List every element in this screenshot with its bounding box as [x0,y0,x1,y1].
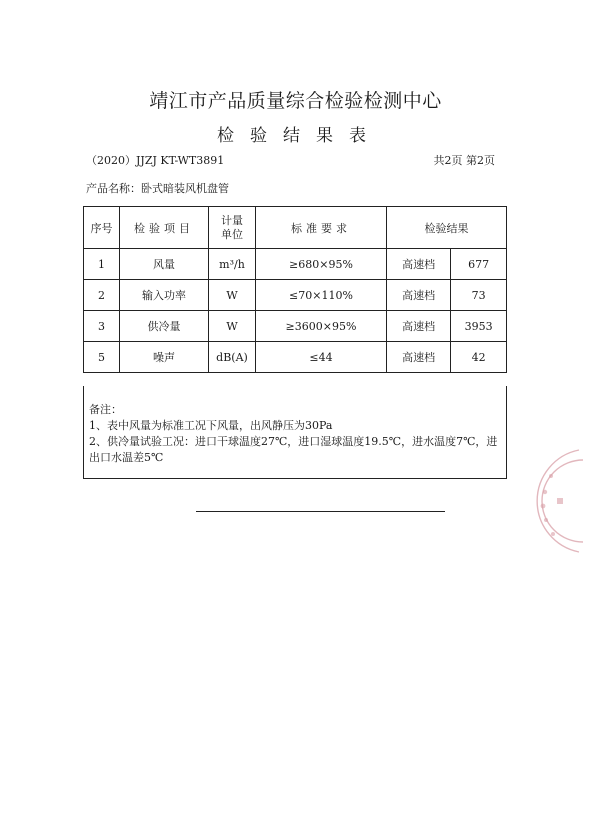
cell-seq: 1 [84,249,120,280]
document-title: 检验结果表 [217,126,382,146]
cell-seq: 2 [84,280,120,311]
cell-item: 噪声 [120,342,209,373]
end-rule [196,511,445,512]
cell-condition: 高速档 [387,311,451,342]
seal-stamp [531,446,587,560]
results-table [83,206,507,373]
cell-seq: 3 [84,311,120,342]
notes-box [83,386,507,479]
note-line-1: 1、表中风量为标准工况下风量，出风静压为30Pa [89,419,333,432]
cell-condition: 高速档 [387,280,451,311]
header-standard: 标准要求 [256,207,387,249]
cell-condition: 高速档 [387,249,451,280]
header-result: 检验结果 [387,207,507,249]
seal-stamp-icon [531,446,587,556]
cell-unit: dB(A) [209,342,256,373]
table-row [84,342,507,373]
cell-item: 输入功率 [120,280,209,311]
org-name: 靖江市产品质量综合检验检测中心 [149,90,442,112]
cell-value: 42 [451,342,507,373]
cell-item: 风量 [120,249,209,280]
cell-seq: 5 [84,342,120,373]
cell-value: 677 [451,249,507,280]
table-row [84,249,507,280]
cell-item: 供冷量 [120,311,209,342]
cell-standard: ≥680×95% [256,249,387,280]
header-item: 检验项目 [120,207,209,249]
cell-unit: W [209,311,256,342]
header-unit [209,207,256,249]
cell-unit: m³/h [209,249,256,280]
notes-heading: 备注： [89,403,122,416]
cell-standard: ≥3600×95% [256,311,387,342]
product-name: 产品名称：卧式暗装风机盘管 [86,182,229,195]
cell-condition: 高速档 [387,342,451,373]
page-info: 共2页 第2页 [433,154,495,167]
cell-value: 73 [451,280,507,311]
table-row [84,280,507,311]
header-unit-line2: 单位 [221,227,243,241]
cell-value: 3953 [451,311,507,342]
cell-standard: ≤70×110% [256,280,387,311]
cell-standard: ≤44 [256,342,387,373]
table-header-row [84,207,507,249]
header-unit-line1: 计量 [221,213,243,227]
report-number: （2020）JJZJ KT-WT3891 [86,154,225,167]
cell-unit: W [209,280,256,311]
header-seq: 序号 [84,207,120,249]
note-line-2: 2、供冷量试验工况：进口干球温度27℃，进口湿球温度19.5℃，进水温度7℃，进出口水温差5℃ [89,435,498,464]
table-row [84,311,507,342]
